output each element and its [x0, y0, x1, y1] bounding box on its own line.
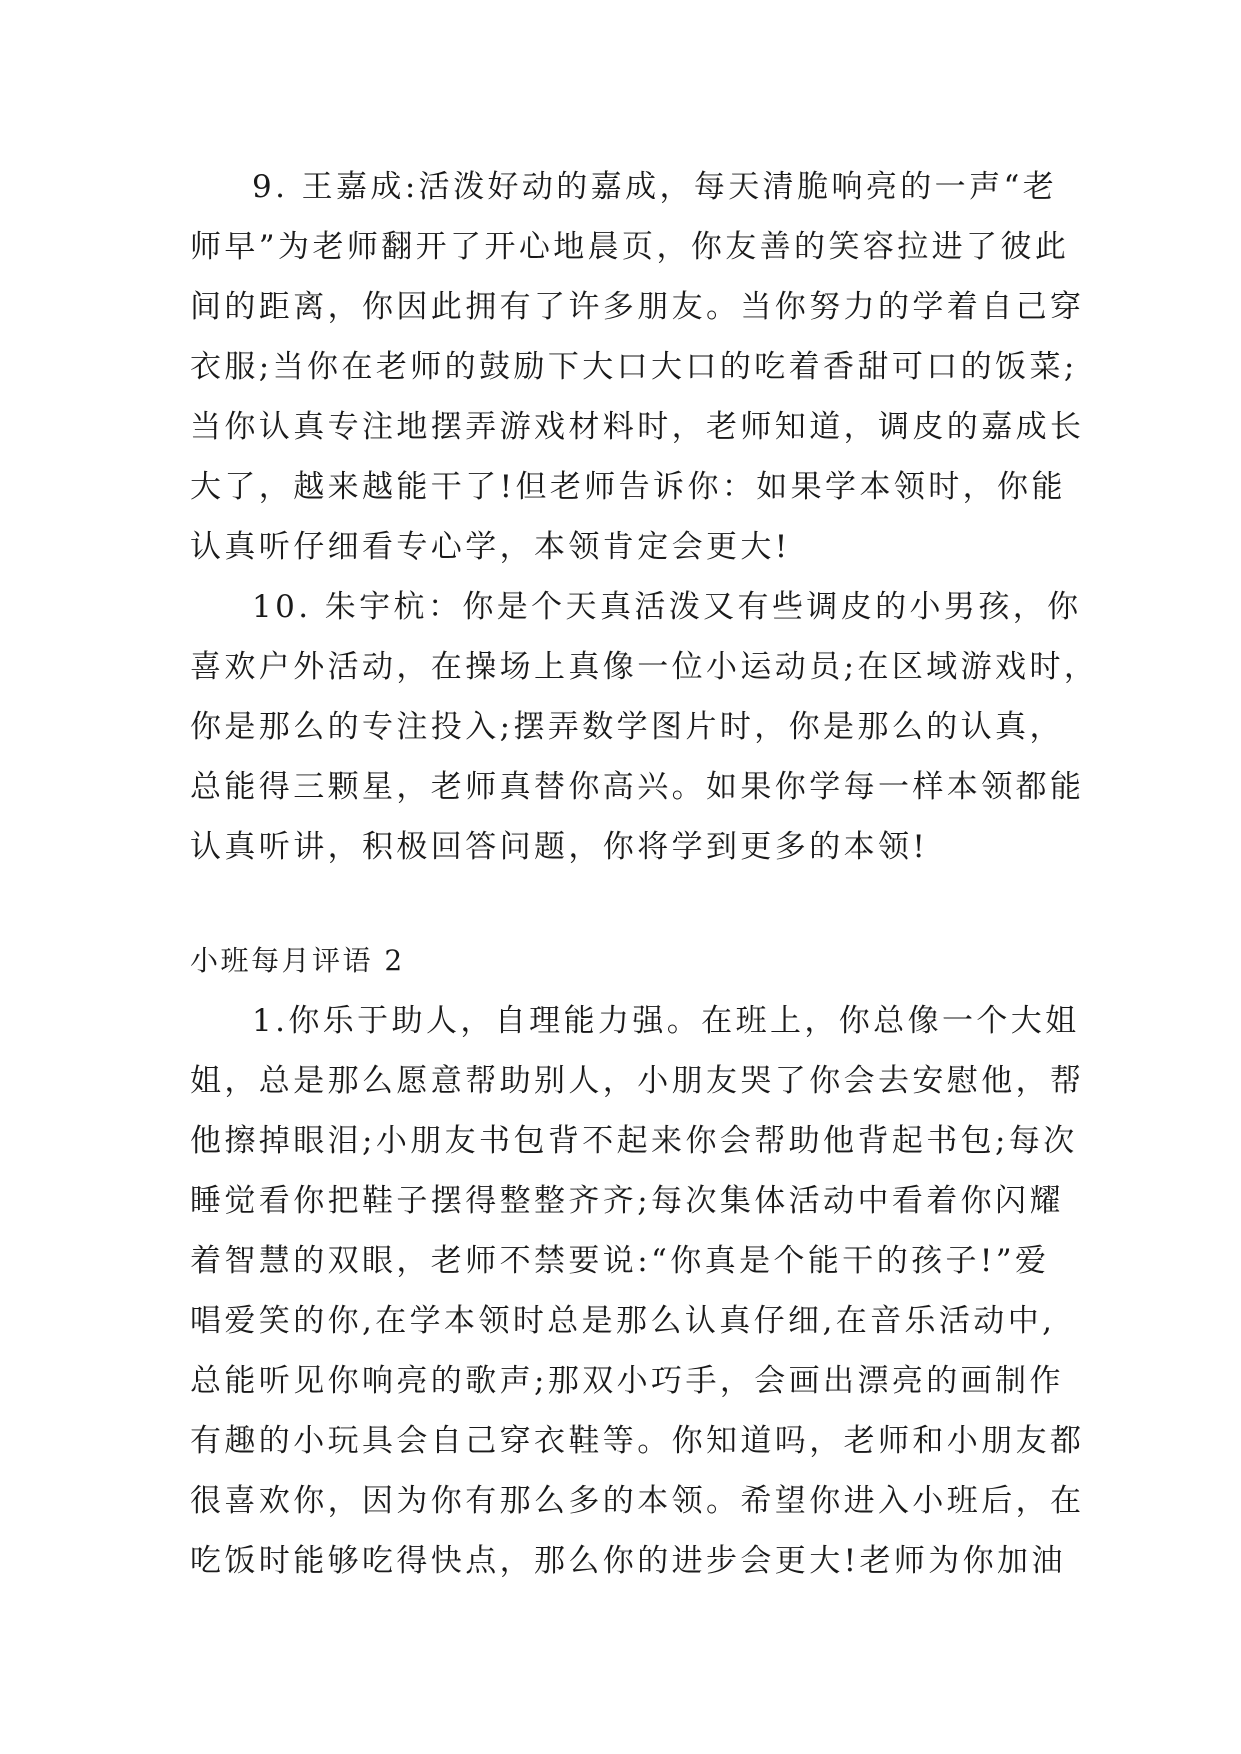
paragraph-line: 着智慧的双眼，老师不禁要说:“你真是个能干的孩子!”爱 [190, 1243, 1050, 1279]
paragraph-line: 唱爱笑的你,在学本领时总是那么认真仔细,在音乐活动中, [190, 1303, 1056, 1339]
paragraph-line: 大了，越来越能干了!但老师告诉你：如果学本领时，你能 [190, 469, 1066, 505]
paragraph-line: 你是那么的专注投入;摆弄数学图片时，你是那么的认真， [190, 709, 1064, 745]
paragraph-line: 认真听仔细看专心学，本领肯定会更大! [190, 529, 791, 565]
paragraph-line: 很喜欢你，因为你有那么多的本领。希望你进入小班后，在 [190, 1483, 1085, 1519]
paragraph-line: 衣服;当你在老师的鼓励下大口大口的吃着香甜可口的饭菜; [190, 349, 1078, 385]
section-heading: 小班每月评语 2 [190, 944, 405, 977]
paragraph-line: 喜欢户外活动，在操场上真像一位小运动员;在区域游戏时， [190, 649, 1099, 685]
section-spacer [190, 877, 1065, 931]
paragraph-line: 10. 朱宇杭：你是个天真活泼又有些调皮的小男孩，你 [252, 589, 1082, 625]
paragraph-line: 总能听见你响亮的歌声;那双小巧手，会画出漂亮的画制作 [190, 1363, 1064, 1399]
section-paragraph-1 [190, 991, 1085, 1591]
paragraph-line: 总能得三颗星，老师真替你高兴。如果你学每一样本领都能 [190, 769, 1085, 805]
document-body [190, 157, 1099, 1591]
paragraph-10 [190, 577, 1099, 877]
paragraph-line: 有趣的小玩具会自己穿衣鞋等。你知道吗，老师和小朋友都 [190, 1423, 1085, 1459]
paragraph-line: 9. 王嘉成:活泼好动的嘉成，每天清脆响亮的一声“老 [252, 169, 1058, 205]
paragraph-line: 师早”为老师翻开了开心地晨页，你友善的笑容拉进了彼此 [190, 229, 1070, 265]
paragraph-line: 1.你乐于助人，自理能力强。在班上，你总像一个大姐 [252, 1003, 1080, 1039]
paragraph-line: 认真听讲，积极回答问题，你将学到更多的本领! [190, 829, 929, 865]
paragraph-line: 睡觉看你把鞋子摆得整整齐齐;每次集体活动中看着你闪耀 [190, 1183, 1064, 1219]
paragraph-line: 他擦掉眼泪;小朋友书包背不起来你会帮助他背起书包;每次 [190, 1123, 1078, 1159]
paragraph-line: 当你认真专注地摆弄游戏材料时，老师知道，调皮的嘉成长 [190, 409, 1085, 445]
paragraph-line: 姐，总是那么愿意帮助别人，小朋友哭了你会去安慰他，帮 [190, 1063, 1085, 1099]
paragraph-line: 吃饭时能够吃得快点，那么你的进步会更大!老师为你加油 [190, 1543, 1066, 1579]
paragraph-9 [190, 157, 1085, 577]
paragraph-line: 间的距离，你因此拥有了许多朋友。当你努力的学着自己穿 [190, 289, 1085, 325]
